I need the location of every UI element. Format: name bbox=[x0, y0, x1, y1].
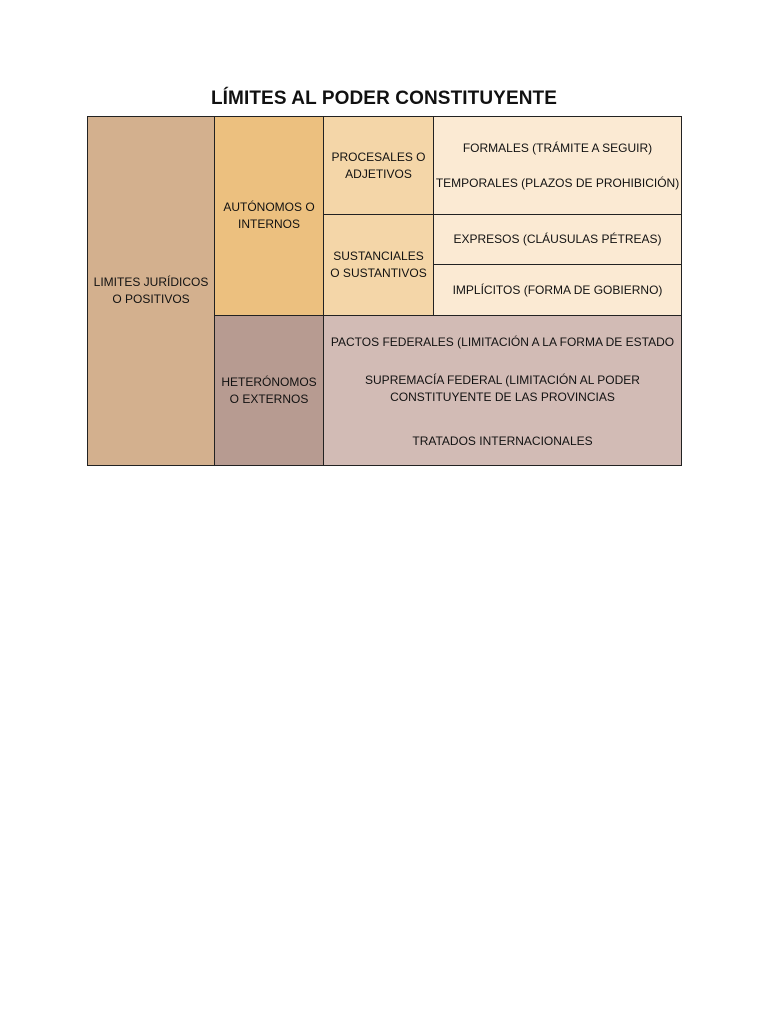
diagram-title: LÍMITES AL PODER CONSTITUYENTE bbox=[210, 88, 558, 109]
node-heteronomos bbox=[215, 316, 324, 465]
node-heteronomos-label: HETERÓNOMOS O EXTERNOS bbox=[221, 374, 317, 406]
node-sustanciales-label: SUSTANCIALES O SUSTANTIVOS bbox=[330, 249, 427, 280]
detail-implicitos-cell bbox=[434, 265, 681, 316]
node-autonomos bbox=[215, 117, 324, 316]
detail-expresos: EXPRESOS (CLÁUSULAS PÉTREAS) bbox=[453, 232, 662, 246]
detail-pactos-federales: PACTOS FEDERALES (LIMITACIÓN A LA FORMA DE ESTADO bbox=[330, 335, 675, 349]
node-procesales-label: PROCESALES O ADJETIVOS bbox=[331, 149, 426, 181]
detail-supremacia-federal: SUPREMACÍA FEDERAL (LIMITACIÓN AL PODER CONSTITUYENTE DE LAS PROVINCIAS bbox=[365, 373, 640, 404]
node-procesales bbox=[324, 117, 434, 215]
detail-temporales: TEMPORALES (PLAZOS DE PROHIBICIÓN) bbox=[435, 175, 680, 190]
detail-implicitos: IMPLÍCITOS (FORMA DE GOBIERNO) bbox=[452, 282, 663, 297]
node-sustanciales bbox=[324, 215, 434, 316]
node-autonomos-label: AUTÓNOMOS O INTERNOS bbox=[223, 200, 315, 231]
detail-formales: FORMALES (TRÁMITE A SEGUIR) bbox=[462, 140, 653, 155]
detail-tratados-internacionales: TRATADOS INTERNACIONALES bbox=[412, 434, 593, 448]
node-limites-juridicos-label: LIMITES JURÍDICOS O POSITIVOS bbox=[93, 275, 209, 306]
node-limites-juridicos bbox=[88, 117, 215, 465]
procesales-detail-cell bbox=[434, 117, 681, 215]
heteronomos-detail-cell bbox=[324, 316, 681, 465]
detail-expresos-cell bbox=[434, 215, 681, 265]
